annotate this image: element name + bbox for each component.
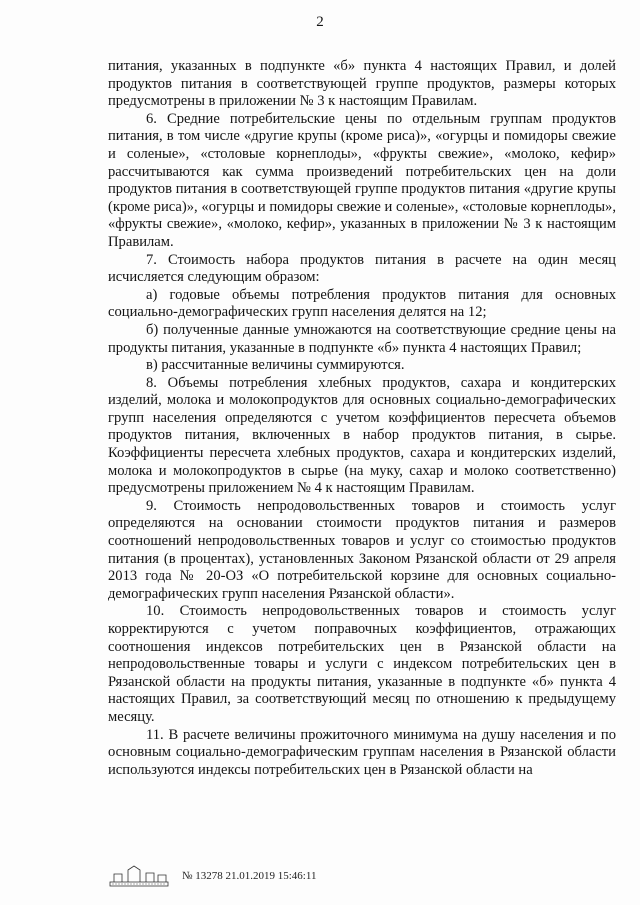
page-footer <box>108 862 316 890</box>
paragraph-11: 11. В расчете величины прожиточного минимума на душу населения и по основным социально-демографическим группам населения в Рязанской области используются индексы потребительских цен в Рязанской области на <box>108 726 616 778</box>
paragraph-7a: а) годовые объемы потребления продуктов питания для основных социально-демографических групп населения делятся на 12; <box>108 286 616 321</box>
paragraph-8: 8. Объемы потребления хлебных продуктов, сахара и кондитерских изделий, молока и молокопродуктов для основных социально-демографических групп населения определяются с учетом коэффициентов пересчета объемов продуктов питания, включенных в набор продуктов питания, в сырье. Коэффициенты пересчета хлебных продуктов, сахара и кондитерских изделий, молока и молокопродуктов в сырье (на муку, сахар и молоко соответственно) предусмотрены приложением № 4 к настоящим Правилам. <box>108 374 616 497</box>
paragraph-10: 10. Стоимость непродовольственных товаров и стоимость услуг корректируются с учетом поправочных коэффициентов, отражающих соотношения индексов потребительских цен в Рязанской области на непродовольственные товары и услуги с индексом потребительских цен в Рязанской области на продукты питания, указанные в подпункте «б» пункта 4 настоящих Правил, за соответствующий месяц по отношению к предыдущему месяцу. <box>108 603 616 725</box>
paragraph-7b: б) полученные данные умножаются на соответствующие средние цены на продукты питания, указанные в подпункте «б» пункта 4 настоящих Правил; <box>108 321 616 356</box>
registration-stamp: № 13278 21.01.2019 15:46:11 <box>182 870 317 882</box>
government-emblem-icon <box>108 864 170 888</box>
paragraph-9: 9. Стоимость непродовольственных товаров и стоимость услуг определяются на основании стоимости продуктов питания и размеров соотношений непродовольственных товаров и услуг со стоимостью продуктов питания (в процентах), установленных Законом Рязанской области от 29 апреля 2013 года № 20-ОЗ «О потребительской корзине для основных социально-демографических групп населения Рязанской области». <box>108 497 616 602</box>
paragraph-7c: в) рассчитанные величины суммируются. <box>146 357 405 374</box>
paragraph-6: 6. Средние потребительские цены по отдельным группам продуктов питания, в том числе «другие крупы (кроме риса)», «огурцы и помидоры свежие и соленые», «столовые корнеплоды», «фрукты свежие», «молоко, кефир» рассчитываются как сумма произведений потребительских цен на доли продуктов питания в соответствующей группе продуктов питания «другие крупы (кроме риса)», «огурцы и помидоры свежие и соленые», «столовые корнеплоды», «фрукты свежие», «молоко, кефир», указанных в приложении № 3 к настоящим Правилам. <box>108 110 616 250</box>
page-number: 2 <box>316 14 324 30</box>
paragraph-7: 7. Стоимость набора продуктов питания в расчете на один месяц исчисляется следующим образом: <box>108 251 616 286</box>
paragraph-1: питания, указанных в подпункте «б» пункта 4 настоящих Правил, и долей продуктов питания в соответствующей группе продуктов, размеры которых предусмотрены в приложении № 3 к настоящим Правилам. <box>108 58 616 110</box>
document-body <box>108 58 616 779</box>
